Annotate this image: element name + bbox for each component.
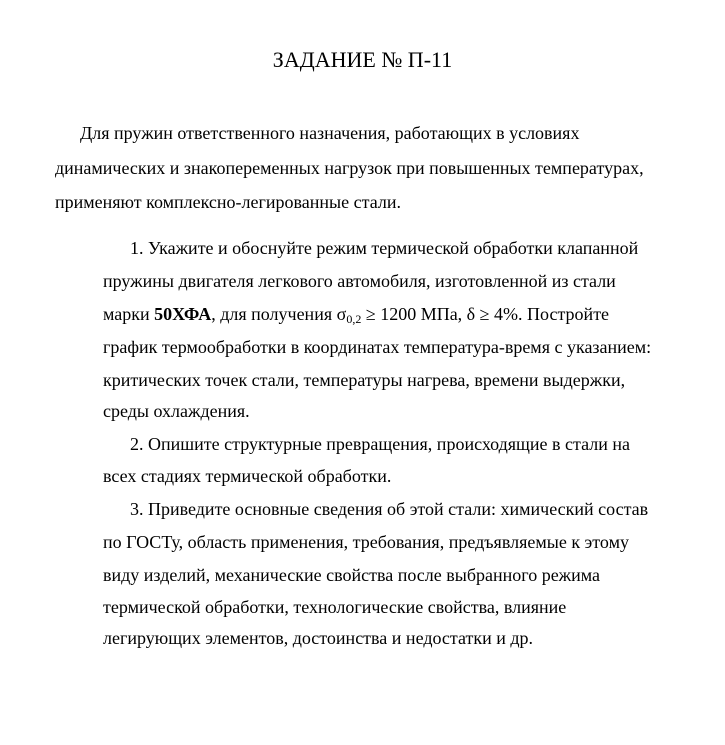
text-line: график термообработки в координатах температура-время с указанием:: [103, 337, 652, 357]
text-line: среды охлаждения.: [103, 401, 250, 421]
text-line: [103, 303, 609, 330]
text-line: по ГОСТу, область применения, требования, предъявляемые к этому: [103, 532, 629, 552]
text-line: легирующих элементов, достоинства и недостатки и др.: [103, 628, 534, 648]
text: марки: [103, 304, 155, 324]
text-line: Для пружин ответственного назначения, работающих в условиях: [80, 123, 580, 143]
text-line: всех стадиях термической обработки.: [103, 466, 392, 486]
text: , для получения σ: [211, 304, 347, 324]
text-line: 2. Опишите структурные превращения, происходящие в стали на: [130, 434, 631, 454]
text-line: термической обработки, технологические свойства, влияние: [103, 597, 567, 617]
text-line: применяют комплексно-легированные стали.: [55, 192, 401, 212]
text-line: пружины двигателя легкового автомобиля, изготовленной из стали: [103, 271, 616, 291]
text-line: 1. Укажите и обоснуйте режим термической обработки клапанной: [130, 238, 639, 258]
text-line: динамических и знакопеременных нагрузок при повышенных температурах,: [55, 158, 644, 178]
text-line: виду изделий, механические свойства после выбранного режима: [103, 565, 601, 585]
page-title: ЗАДАНИЕ № П-11: [272, 47, 453, 72]
steel-grade: 50ХФА: [154, 304, 212, 324]
subscript: 0,2: [346, 312, 362, 326]
text-line: критических точек стали, температуры нагрева, времени выдержки,: [103, 370, 626, 390]
text: ≥ 1200 МПа, δ ≥ 4%. Постройте: [361, 304, 610, 324]
text-line: 3. Приведите основные сведения об этой стали: химический состав: [130, 499, 649, 519]
